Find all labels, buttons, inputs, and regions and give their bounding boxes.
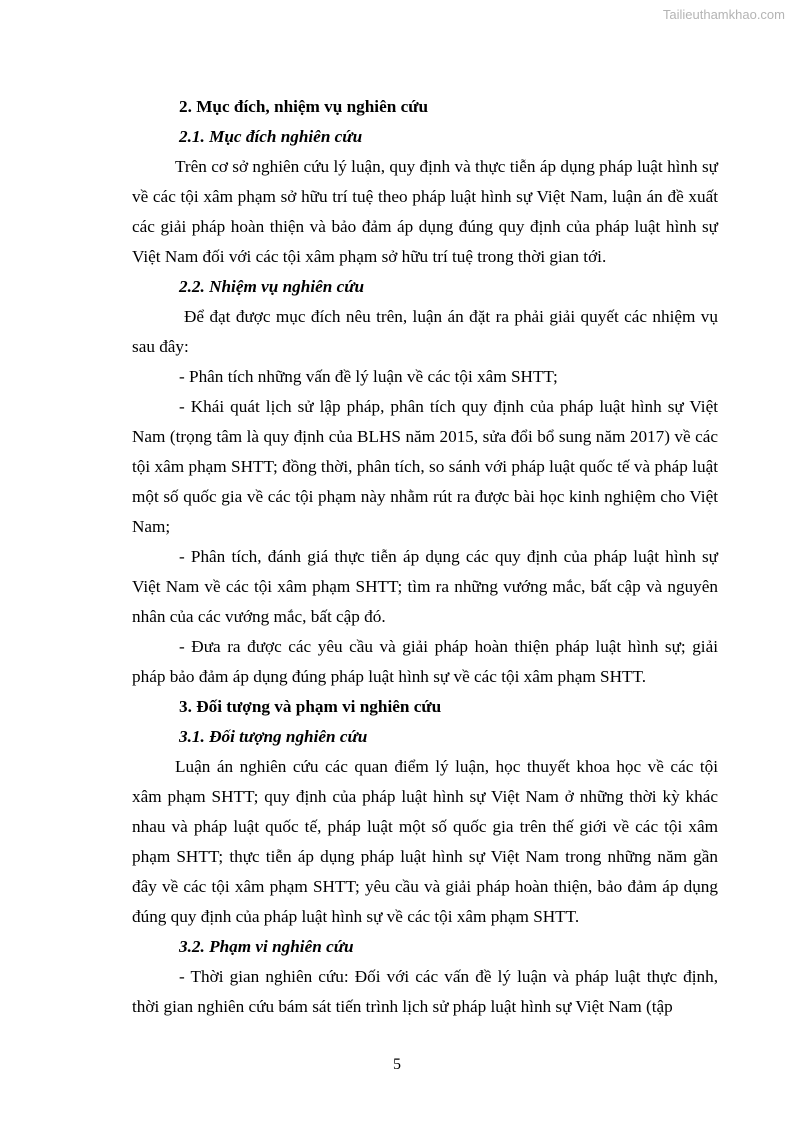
list-item: - Khái quát lịch sử lập pháp, phân tích quy định của pháp luật hình sự Việt Nam (trọng tâm là quy định của BLHS năm 2015, sửa đổi bổ sung năm 2017) về các tội xâm phạm SHTT; đồng thời, phân tích, so sánh với pháp luật quốc tế và pháp luật một số quốc gia về các tội phạm này nhằm rút ra được bài học kinh nghiệm cho Việt Nam; [132,397,718,536]
page-number: 5 [393,1056,401,1073]
list-item: - Phân tích những vấn đề lý luận về các tội xâm SHTT; [179,367,558,386]
section-3-2-paragraph: - Thời gian nghiên cứu: Đối với các vấn đề lý luận và pháp luật thực định, thời gian nghiên cứu bám sát tiến trình lịch sử pháp luật hình sự Việt Nam (tập [132,967,718,1016]
section-3-1-heading: 3.1. Đối tượng nghiên cứu [179,727,368,746]
section-2-2-heading: 2.2. Nhiệm vụ nghiên cứu [179,277,365,296]
list-item: - Phân tích, đánh giá thực tiễn áp dụng các quy định của pháp luật hình sự Việt Nam về các tội xâm phạm SHTT; tìm ra những vướng mắc, bất cập và nguyên nhân của các vướng mắc, bất cập đó. [132,547,718,626]
section-3-2-heading: 3.2. Phạm vi nghiên cứu [179,937,354,956]
section-2-heading: 2. Mục đích, nhiệm vụ nghiên cứu [179,97,429,116]
list-item: - Đưa ra được các yêu cầu và giải pháp hoàn thiện pháp luật hình sự; giải pháp bảo đảm áp dụng đúng pháp luật hình sự về các tội xâm phạm SHTT. [132,637,718,686]
section-3-heading: 3. Đối tượng và phạm vi nghiên cứu [179,697,442,716]
document-body [132,92,718,1022]
section-2-2-intro: Để đạt được mục đích nêu trên, luận án đặt ra phải giải quyết các nhiệm vụ sau đây: [132,307,718,356]
section-3-1-paragraph: Luận án nghiên cứu các quan điểm lý luận, học thuyết khoa học về các tội xâm phạm SHTT; quy định của pháp luật hình sự Việt Nam ở những thời kỳ khác nhau và pháp luật quốc tế, pháp luật một số quốc gia trên thế giới về các tội xâm phạm SHTT; thực tiễn áp dụng pháp luật hình sự Việt Nam trong những năm gần đây về các tội xâm phạm SHTT; yêu cầu và giải pháp hoàn thiện, bảo đảm áp dụng đúng quy định của pháp luật hình sự về các tội xâm phạm SHTT. [132,757,718,926]
section-2-1-paragraph: Trên cơ sở nghiên cứu lý luận, quy định và thực tiễn áp dụng pháp luật hình sự về các tội xâm phạm sở hữu trí tuệ theo pháp luật hình sự Việt Nam, luận án đề xuất các giải pháp hoàn thiện và bảo đảm áp dụng đúng quy định của pháp luật hình sự Việt Nam đối với các tội xâm phạm sở hữu trí tuệ trong thời gian tới. [132,157,718,266]
watermark-text: Tailieuthamkhao.com [662,7,785,22]
section-2-1-heading: 2.1. Mục đích nghiên cứu [179,127,363,146]
